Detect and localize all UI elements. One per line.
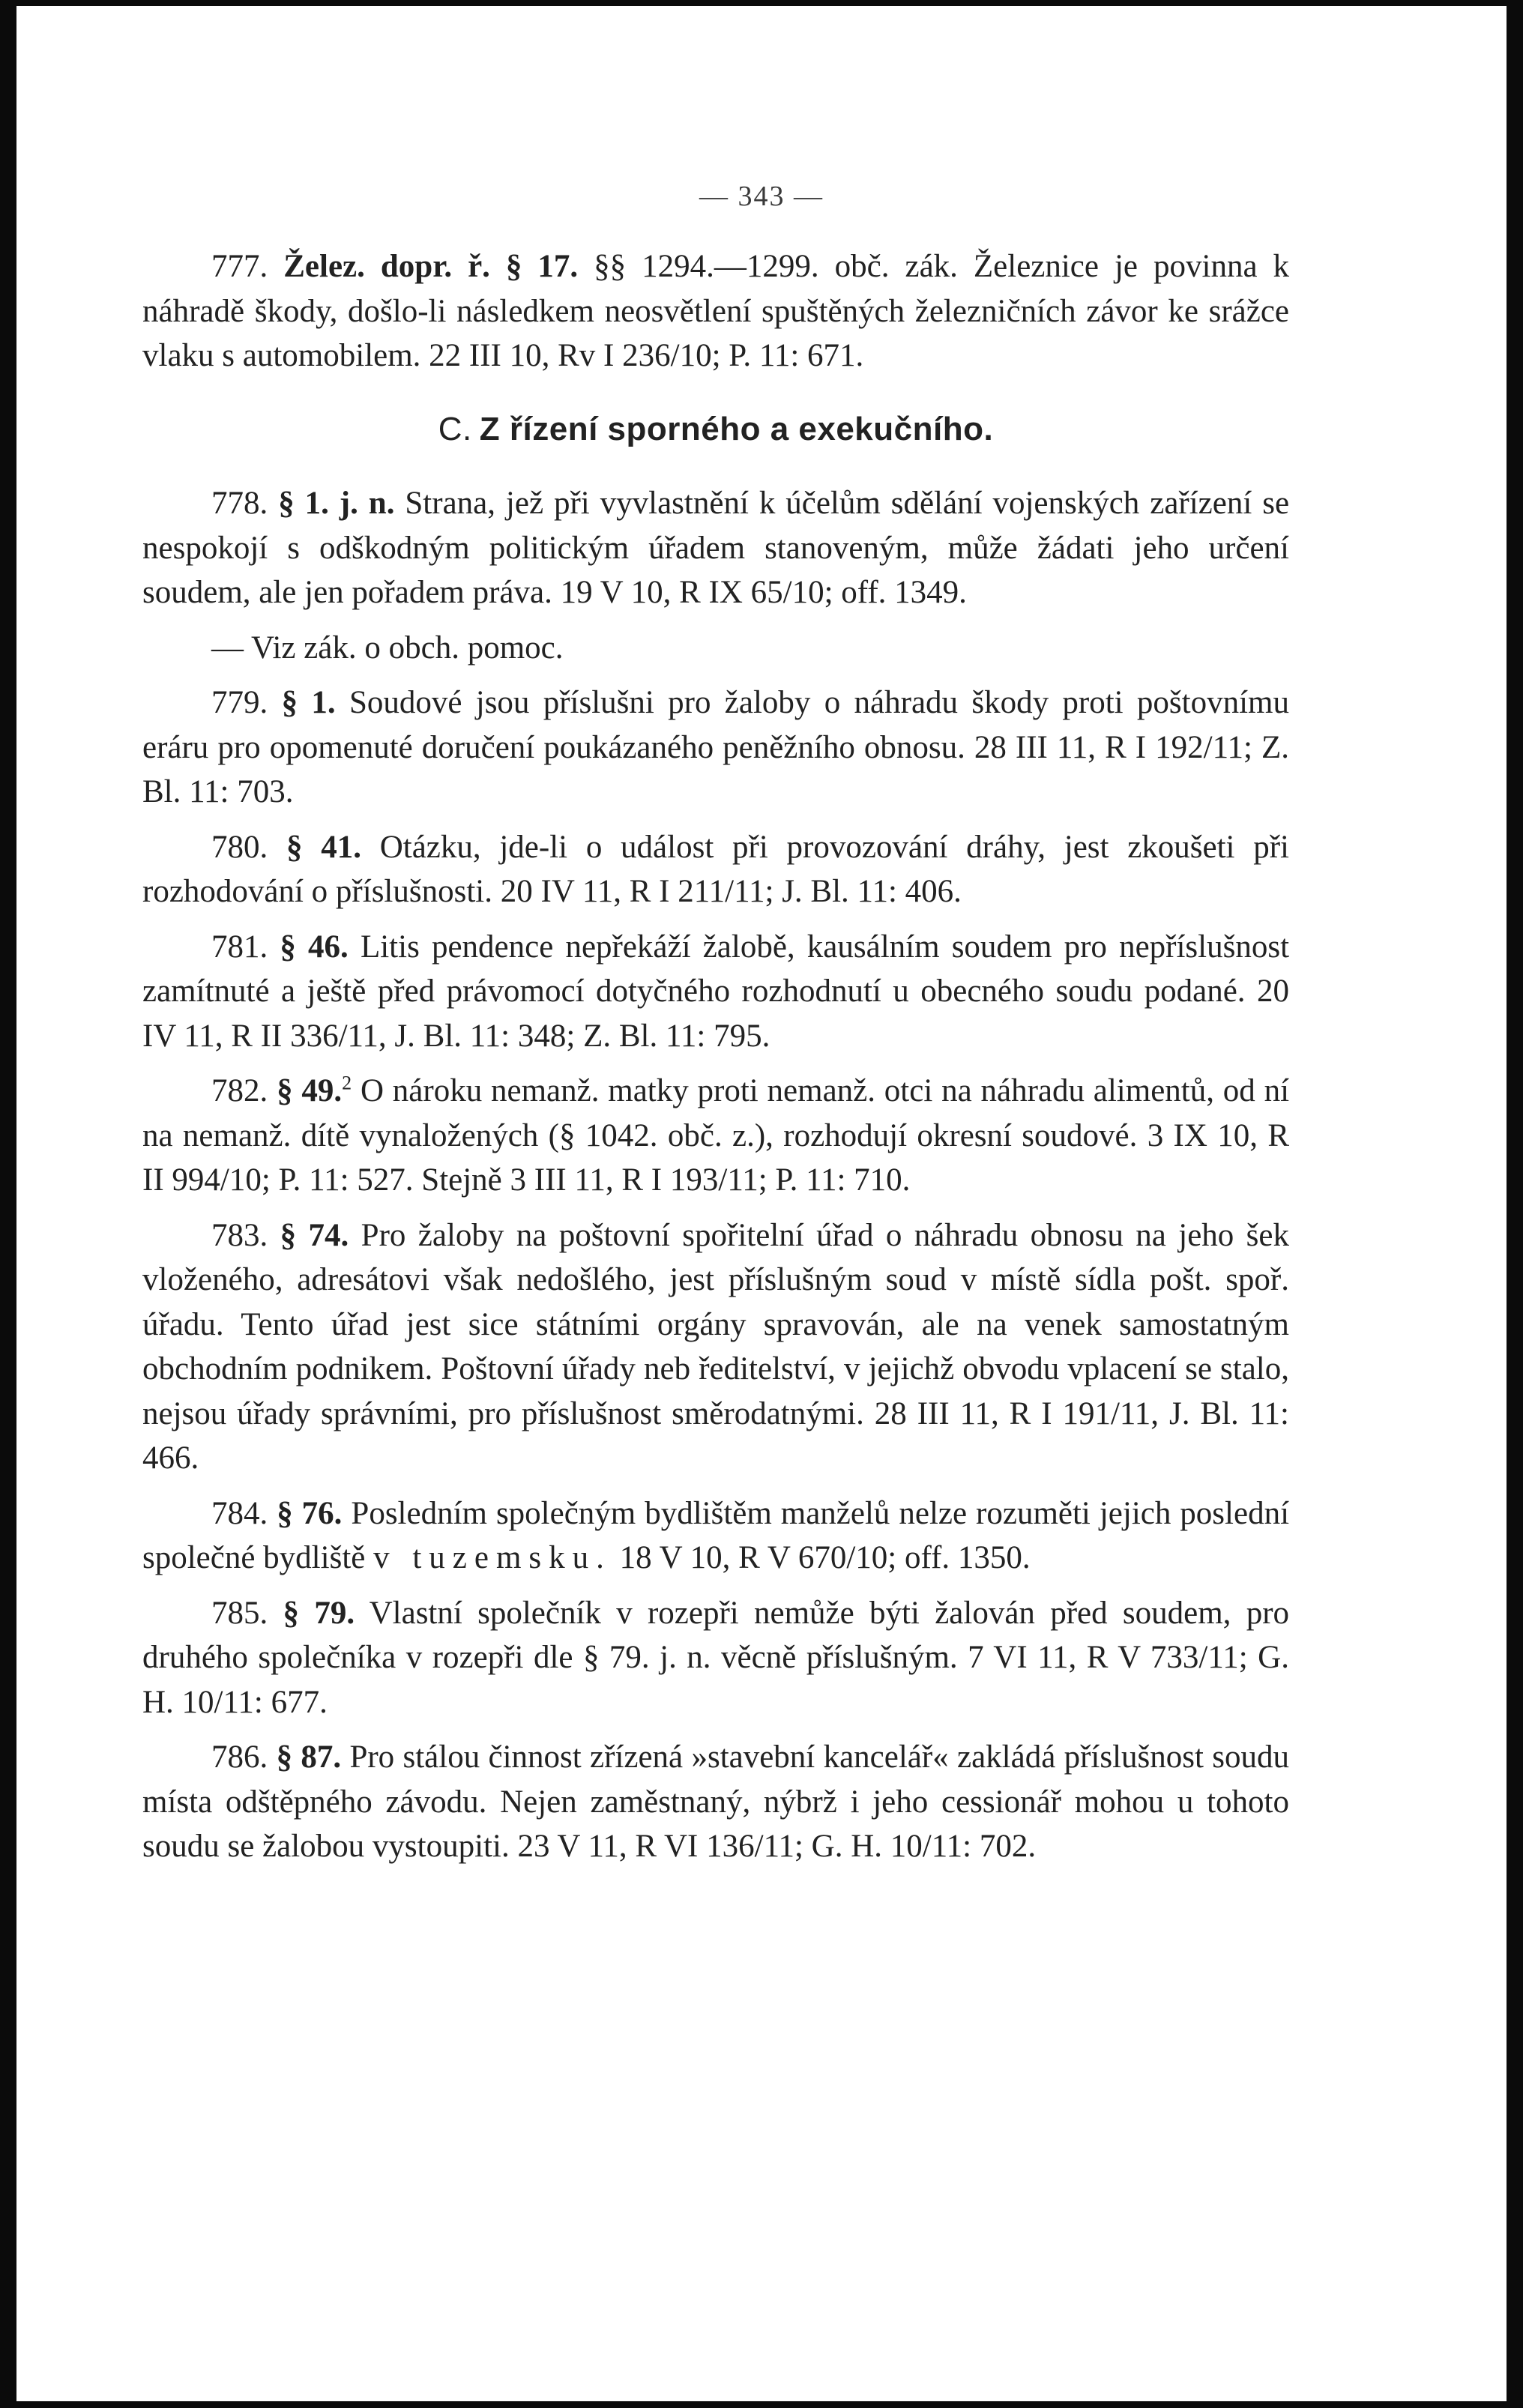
entry-786 xyxy=(142,1735,1289,1869)
section-heading xyxy=(142,407,1289,452)
entry-text: Otázku, jde-li o událost při provozování dráhy, jest zkoušeti při rozhodování o příslušnosti. 20 IV 11, R I 211/11; J. Bl. 11: 406. xyxy=(142,829,1289,909)
entry-cross-reference xyxy=(142,626,1289,671)
entry-number: 780. xyxy=(211,829,268,865)
entry-text-after: 18 V 10, R V 670/10; off. 1350. xyxy=(619,1540,1031,1575)
entry-783 xyxy=(142,1213,1289,1481)
entry-number: 782. xyxy=(211,1073,268,1108)
entry-lead: Želez. dopr. ř. xyxy=(283,249,490,284)
entry-number: 781. xyxy=(211,929,268,965)
entry-spaced-text: v tuzemsku. xyxy=(373,1540,612,1575)
book-page xyxy=(16,6,1507,2401)
entry-number: 777. xyxy=(211,249,268,284)
entry-779 xyxy=(142,681,1289,815)
entry-text: O nároku nemanž. matky proti nemanž. otci na náhradu alimentů, od ní na nemanž. dítě vynaložených (§ 1042. obč. z.), rozhodují okresní soudové. 3 IX 10, R II 994/10; P. 11: 527. Stejně 3 III 11, R I 193/11; P. 11: 710. xyxy=(142,1073,1290,1198)
entry-paragraph: § 49. xyxy=(277,1073,343,1108)
entry-778 xyxy=(142,481,1289,615)
entry-paragraph: § 17. xyxy=(505,249,579,284)
entry-782 xyxy=(142,1069,1289,1203)
entry-text: Posledním společným bydlištěm manželů nelze rozuměti jejich poslední společné bydliště xyxy=(142,1495,1290,1575)
section-heading-title: Z řízení sporného a exekučního. xyxy=(479,410,994,447)
page-number: — 343 — xyxy=(699,181,824,212)
entry-paragraph: § 46. xyxy=(280,929,349,965)
entry-784 xyxy=(142,1491,1289,1581)
entry-785 xyxy=(142,1591,1289,1725)
entry-text: §§ 1294.—1299. obč. zák. Železnice je povinna k náhradě škody, došlo-li následkem neosvětlení spuštěných železničních závor ke srážce vlaku s automobilem. 22 III 10, Rv I 236/10; P. 11: 671. xyxy=(142,249,1290,373)
entry-text: Pro stálou činnost zřízená »stavební kancelář« zakládá příslušnost soudu místa odštěpného závodu. Nejen zaměstnaný, nýbrž i jeho cessionář mohou u tohoto soudu se žalobou vystoupiti. 23 V 11, R VI 136/11; G. H. 10/11: 702. xyxy=(142,1739,1289,1864)
page-body xyxy=(142,244,1289,1880)
entry-number: 786. xyxy=(211,1739,268,1775)
entry-number: 784. xyxy=(211,1495,268,1531)
entry-text: — Viz zák. o obch. pomoc. xyxy=(211,630,564,666)
entry-paragraph: § 1. j. n. xyxy=(278,486,395,521)
entry-777 xyxy=(142,244,1289,378)
entry-text: Vlastní společník v rozepři nemůže býti žalován před soudem, pro druhého společníka v rozepři dle § 79. j. n. věcně příslušným. 7 VI 11, R V 733/11; G. H. 10/11: 677. xyxy=(142,1595,1290,1720)
entry-paragraph: § 41. xyxy=(286,829,361,865)
entry-paragraph: § 74. xyxy=(280,1217,349,1253)
entry-paragraph: § 1. xyxy=(281,685,336,720)
entry-text: Pro žaloby na poštovní spořitelní úřad o náhradu obnosu na jeho šek vloženého, adresátovi však nedošlého, jest příslušným soud v místě sídla pošt. spoř. úřadu. Tento úřad jest sice státními orgány spravován, ale na venek samostatným obchodním podnikem. Poštovní úřady neb ředitelství, v jejichž obvodu vplacení se stalo, nejsou úřady správními, pro příslušnost směrodatnými. 28 III 11, R I 191/11, J. Bl. 11: 466. xyxy=(142,1217,1290,1476)
entry-number: 783. xyxy=(211,1217,268,1253)
entry-number: 785. xyxy=(211,1595,268,1631)
entry-paragraph: § 87. xyxy=(276,1739,342,1775)
entry-780 xyxy=(142,825,1289,914)
entry-text: Soudové jsou příslušni pro žaloby o náhradu škody proti poštovnímu eráru pro opomenuté doručení poukázaného peněžního obnosu. 28 III 11, R I 192/11; Z. Bl. 11: 703. xyxy=(142,685,1289,809)
entry-number: 779. xyxy=(211,685,268,720)
entry-781 xyxy=(142,925,1289,1059)
entry-superscript: 2 xyxy=(342,1072,352,1094)
entry-number: 778. xyxy=(211,486,268,521)
entry-paragraph: § 76. xyxy=(277,1495,343,1531)
entry-paragraph: § 79. xyxy=(283,1595,355,1631)
entry-text: Litis pendence nepřekáží žalobě, kausálním soudem pro nepříslušnost zamítnuté a ještě před právomocí dotyčného rozhodnutí u obecného soudu podané. 20 IV 11, R II 336/11, J. Bl. 11: 348; Z. Bl. 11: 795. xyxy=(142,929,1290,1054)
entry-text: Strana, jež při vyvlastnění k účelům sdělání vojenských zařízení se nespokojí s odškodným politickým úřadem stanoveným, může žádati jeho určení soudem, ale jen pořadem práva. 19 V 10, R IX 65/10; off. 1349. xyxy=(142,486,1290,610)
section-heading-prefix: C. xyxy=(438,410,472,447)
